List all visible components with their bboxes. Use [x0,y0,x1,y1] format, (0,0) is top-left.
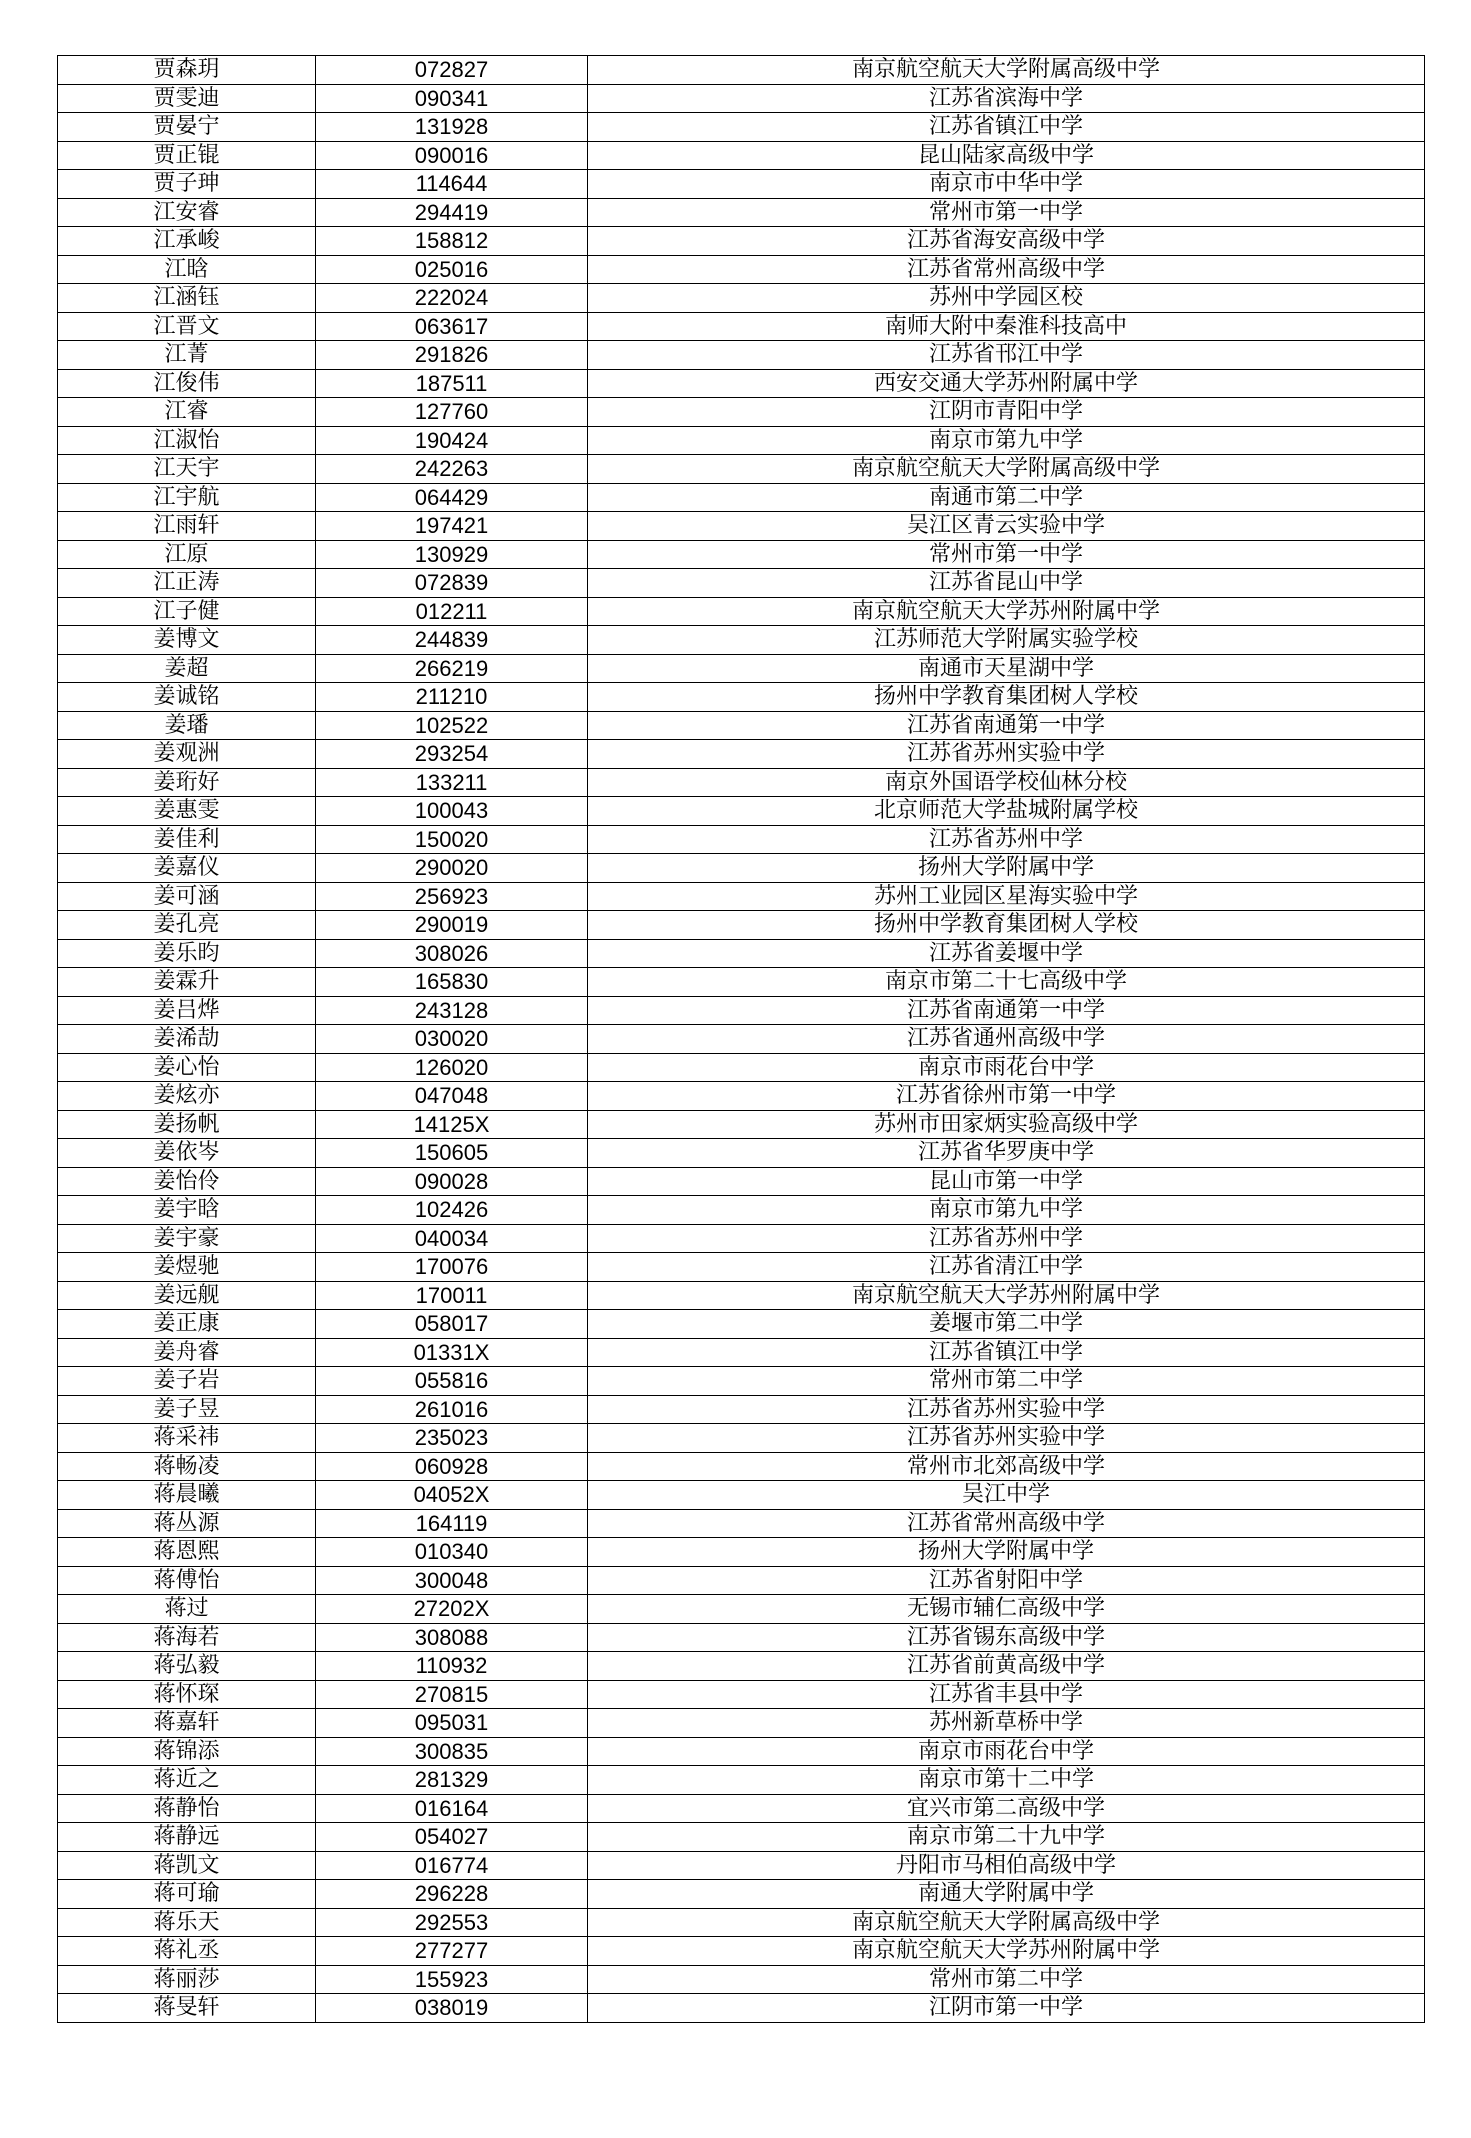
id-cell: 133211 [316,768,588,797]
school-cell: 扬州中学教育集团树人学校 [588,683,1425,712]
id-cell: 244839 [316,626,588,655]
table-row [58,1538,1425,1567]
school-cell: 苏州工业园区星海实验中学 [588,882,1425,911]
table-row [58,968,1425,997]
school-cell: 南京市雨花台中学 [588,1737,1425,1766]
table-row [58,1367,1425,1396]
id-cell: 170011 [316,1281,588,1310]
school-cell: 昆山市第一中学 [588,1167,1425,1196]
table-row [58,1253,1425,1282]
name-cell: 姜正康 [58,1310,316,1339]
table-row [58,1196,1425,1225]
table-row [58,483,1425,512]
id-cell: 126020 [316,1053,588,1082]
table-row [58,882,1425,911]
id-cell: 038019 [316,1994,588,2023]
name-cell: 姜璠 [58,711,316,740]
id-cell: 290020 [316,854,588,883]
table-row [58,711,1425,740]
id-cell: 016774 [316,1851,588,1880]
id-cell: 290019 [316,911,588,940]
school-cell: 苏州新草桥中学 [588,1709,1425,1738]
school-cell: 南通市第二中学 [588,483,1425,512]
school-cell: 姜堰市第二中学 [588,1310,1425,1339]
table-row [58,1709,1425,1738]
id-cell: 27202X [316,1595,588,1624]
name-cell: 贾森玥 [58,56,316,85]
table-row [58,1509,1425,1538]
table-row [58,1452,1425,1481]
id-cell: 243128 [316,996,588,1025]
id-cell: 102522 [316,711,588,740]
name-cell: 姜煜驰 [58,1253,316,1282]
name-cell: 姜珩好 [58,768,316,797]
name-cell: 姜宇豪 [58,1224,316,1253]
name-cell: 姜心怡 [58,1053,316,1082]
id-cell: 060928 [316,1452,588,1481]
name-cell: 江晗 [58,255,316,284]
school-cell: 江阴市青阳中学 [588,398,1425,427]
name-cell: 江承峻 [58,227,316,256]
name-cell: 江淑怡 [58,426,316,455]
school-cell: 江苏省海安高级中学 [588,227,1425,256]
id-cell: 211210 [316,683,588,712]
table-row [58,569,1425,598]
id-cell: 012211 [316,597,588,626]
id-cell: 300048 [316,1566,588,1595]
table-row [58,1652,1425,1681]
name-cell: 蒋近之 [58,1766,316,1795]
name-cell: 蒋嘉轩 [58,1709,316,1738]
table-row [58,1025,1425,1054]
name-cell: 蒋傅怡 [58,1566,316,1595]
name-cell: 江安睿 [58,198,316,227]
name-cell: 江天宇 [58,455,316,484]
table-row [58,227,1425,256]
table-row [58,654,1425,683]
name-cell: 蒋海若 [58,1623,316,1652]
school-cell: 南京市第九中学 [588,426,1425,455]
name-cell: 姜舟睿 [58,1338,316,1367]
id-cell: 100043 [316,797,588,826]
table-body [58,56,1425,2023]
name-cell: 江原 [58,540,316,569]
table-row [58,141,1425,170]
name-cell: 蒋礼丞 [58,1937,316,1966]
school-cell: 南京市第九中学 [588,1196,1425,1225]
table-row [58,1937,1425,1966]
name-cell: 蒋静怡 [58,1794,316,1823]
table-row [58,398,1425,427]
table-row [58,911,1425,940]
name-cell: 蒋晨曦 [58,1481,316,1510]
id-cell: 235023 [316,1424,588,1453]
table-row [58,1281,1425,1310]
name-cell: 蒋丽莎 [58,1965,316,1994]
table-row [58,1794,1425,1823]
id-cell: 090341 [316,84,588,113]
name-cell: 蒋静远 [58,1823,316,1852]
table-row [58,1965,1425,1994]
table-row [58,1139,1425,1168]
name-cell: 姜超 [58,654,316,683]
id-cell: 281329 [316,1766,588,1795]
school-cell: 江苏省徐州市第一中学 [588,1082,1425,1111]
school-cell: 江苏省苏州实验中学 [588,740,1425,769]
id-cell: 277277 [316,1937,588,1966]
school-cell: 江阴市第一中学 [588,1994,1425,2023]
id-cell: 054027 [316,1823,588,1852]
id-cell: 190424 [316,426,588,455]
table-row [58,1424,1425,1453]
name-cell: 蒋乐天 [58,1908,316,1937]
name-cell: 姜可涵 [58,882,316,911]
school-cell: 江苏省姜堰中学 [588,939,1425,968]
table-row [58,1680,1425,1709]
name-cell: 姜诚铭 [58,683,316,712]
name-cell: 蒋可瑜 [58,1880,316,1909]
id-cell: 293254 [316,740,588,769]
name-cell: 姜博文 [58,626,316,655]
id-cell: 150020 [316,825,588,854]
table-row [58,797,1425,826]
table-row [58,455,1425,484]
table-row [58,1224,1425,1253]
name-cell: 江雨轩 [58,512,316,541]
school-cell: 江苏省邗江中学 [588,341,1425,370]
table-row [58,369,1425,398]
table-row [58,825,1425,854]
id-cell: 025016 [316,255,588,284]
table-row [58,1167,1425,1196]
name-cell: 姜霖升 [58,968,316,997]
id-cell: 187511 [316,369,588,398]
id-cell: 131928 [316,113,588,142]
name-cell: 姜吕烨 [58,996,316,1025]
school-cell: 江苏省丰县中学 [588,1680,1425,1709]
table-row [58,1766,1425,1795]
id-cell: 155923 [316,1965,588,1994]
id-cell: 158812 [316,227,588,256]
table-row [58,1851,1425,1880]
id-cell: 14125X [316,1110,588,1139]
id-cell: 114644 [316,170,588,199]
id-cell: 030020 [316,1025,588,1054]
school-cell: 昆山陆家高级中学 [588,141,1425,170]
table-row [58,1082,1425,1111]
table-row [58,768,1425,797]
school-cell: 南京市第二十九中学 [588,1823,1425,1852]
id-cell: 308026 [316,939,588,968]
school-cell: 江苏省苏州实验中学 [588,1395,1425,1424]
table-row [58,1395,1425,1424]
id-cell: 294419 [316,198,588,227]
school-cell: 江苏省昆山中学 [588,569,1425,598]
name-cell: 蒋恩熙 [58,1538,316,1567]
table-row [58,626,1425,655]
school-cell: 南京航空航天大学附属高级中学 [588,455,1425,484]
table-row [58,1310,1425,1339]
id-cell: 072827 [316,56,588,85]
id-cell: 308088 [316,1623,588,1652]
id-cell: 256923 [316,882,588,911]
id-cell: 197421 [316,512,588,541]
name-cell: 贾正锟 [58,141,316,170]
name-cell: 姜乐昀 [58,939,316,968]
id-cell: 270815 [316,1680,588,1709]
school-cell: 江苏省滨海中学 [588,84,1425,113]
name-cell: 江正涛 [58,569,316,598]
school-cell: 宜兴市第二高级中学 [588,1794,1425,1823]
name-cell: 蒋弘毅 [58,1652,316,1681]
name-cell: 姜嘉仪 [58,854,316,883]
name-cell: 姜孔亮 [58,911,316,940]
name-cell: 姜子昱 [58,1395,316,1424]
school-cell: 江苏省镇江中学 [588,1338,1425,1367]
school-cell: 江苏师范大学附属实验学校 [588,626,1425,655]
id-cell: 164119 [316,1509,588,1538]
id-cell: 242263 [316,455,588,484]
id-cell: 010340 [316,1538,588,1567]
table-row [58,170,1425,199]
name-cell: 蒋锦添 [58,1737,316,1766]
table-row [58,996,1425,1025]
school-cell: 江苏省射阳中学 [588,1566,1425,1595]
id-cell: 300835 [316,1737,588,1766]
table-row [58,1994,1425,2023]
id-cell: 055816 [316,1367,588,1396]
table-row [58,1737,1425,1766]
school-cell: 江苏省南通第一中学 [588,996,1425,1025]
id-cell: 127760 [316,398,588,427]
id-cell: 058017 [316,1310,588,1339]
name-cell: 蒋畅凌 [58,1452,316,1481]
school-cell: 丹阳市马相伯高级中学 [588,1851,1425,1880]
name-cell: 江宇航 [58,483,316,512]
table-row [58,740,1425,769]
id-cell: 266219 [316,654,588,683]
school-cell: 江苏省华罗庚中学 [588,1139,1425,1168]
table-row [58,56,1425,85]
school-cell: 江苏省常州高级中学 [588,255,1425,284]
name-cell: 姜惠雯 [58,797,316,826]
school-cell: 江苏省南通第一中学 [588,711,1425,740]
school-cell: 无锡市辅仁高级中学 [588,1595,1425,1624]
table-row [58,255,1425,284]
school-cell: 常州市第一中学 [588,540,1425,569]
name-cell: 蒋丛源 [58,1509,316,1538]
table-row [58,1823,1425,1852]
school-cell: 南京航空航天大学苏州附属中学 [588,597,1425,626]
table-row [58,1623,1425,1652]
table-row [58,84,1425,113]
id-cell: 090028 [316,1167,588,1196]
school-cell: 吴江区青云实验中学 [588,512,1425,541]
name-cell: 蒋凯文 [58,1851,316,1880]
name-cell: 姜浠劼 [58,1025,316,1054]
name-cell: 江菁 [58,341,316,370]
name-cell: 江俊伟 [58,369,316,398]
school-cell: 扬州大学附属中学 [588,1538,1425,1567]
school-cell: 南京航空航天大学附属高级中学 [588,1908,1425,1937]
id-cell: 040034 [316,1224,588,1253]
id-cell: 291826 [316,341,588,370]
id-cell: 150605 [316,1139,588,1168]
table-row [58,683,1425,712]
school-cell: 常州市第二中学 [588,1367,1425,1396]
id-cell: 261016 [316,1395,588,1424]
school-cell: 南京航空航天大学苏州附属中学 [588,1281,1425,1310]
table-row [58,426,1425,455]
table-row [58,939,1425,968]
school-cell: 江苏省常州高级中学 [588,1509,1425,1538]
table-row [58,854,1425,883]
id-cell: 102426 [316,1196,588,1225]
table-row [58,1880,1425,1909]
id-cell: 296228 [316,1880,588,1909]
name-cell: 贾子珅 [58,170,316,199]
table-row [58,341,1425,370]
school-cell: 扬州中学教育集团树人学校 [588,911,1425,940]
school-cell: 南京外国语学校仙林分校 [588,768,1425,797]
school-cell: 南通市天星湖中学 [588,654,1425,683]
name-cell: 姜炫亦 [58,1082,316,1111]
school-cell: 扬州大学附属中学 [588,854,1425,883]
id-cell: 222024 [316,284,588,313]
school-cell: 苏州市田家炳实验高级中学 [588,1110,1425,1139]
name-cell: 姜宇晗 [58,1196,316,1225]
name-cell: 江子健 [58,597,316,626]
table-row [58,1053,1425,1082]
school-cell: 南京市雨花台中学 [588,1053,1425,1082]
name-cell: 姜佳利 [58,825,316,854]
school-cell: 江苏省苏州中学 [588,1224,1425,1253]
school-cell: 南京航空航天大学苏州附属中学 [588,1937,1425,1966]
id-cell: 165830 [316,968,588,997]
id-cell: 090016 [316,141,588,170]
school-cell: 江苏省通州高级中学 [588,1025,1425,1054]
school-cell: 南通大学附属中学 [588,1880,1425,1909]
school-cell: 江苏省镇江中学 [588,113,1425,142]
id-cell: 130929 [316,540,588,569]
id-cell: 292553 [316,1908,588,1937]
name-cell: 蒋怀琛 [58,1680,316,1709]
name-cell: 姜远舰 [58,1281,316,1310]
school-cell: 南师大附中秦淮科技高中 [588,312,1425,341]
table-row [58,512,1425,541]
id-cell: 110932 [316,1652,588,1681]
table-row [58,312,1425,341]
school-cell: 江苏省锡东高级中学 [588,1623,1425,1652]
school-cell: 江苏省清江中学 [588,1253,1425,1282]
id-cell: 170076 [316,1253,588,1282]
school-cell: 南京航空航天大学附属高级中学 [588,56,1425,85]
name-cell: 蒋旻轩 [58,1994,316,2023]
student-table [57,55,1425,2023]
id-cell: 072839 [316,569,588,598]
name-cell: 姜扬帆 [58,1110,316,1139]
table-row [58,1908,1425,1937]
school-cell: 常州市第二中学 [588,1965,1425,1994]
table-row [58,1566,1425,1595]
name-cell: 蒋采祎 [58,1424,316,1453]
table-row [58,1481,1425,1510]
school-cell: 南京市第二十七高级中学 [588,968,1425,997]
id-cell: 095031 [316,1709,588,1738]
school-cell: 江苏省前黄高级中学 [588,1652,1425,1681]
school-cell: 江苏省苏州实验中学 [588,1424,1425,1453]
school-cell: 南京市第十二中学 [588,1766,1425,1795]
name-cell: 姜子岩 [58,1367,316,1396]
school-cell: 吴江中学 [588,1481,1425,1510]
name-cell: 贾晏宁 [58,113,316,142]
school-cell: 西安交通大学苏州附属中学 [588,369,1425,398]
id-cell: 047048 [316,1082,588,1111]
table-row [58,1110,1425,1139]
table-row [58,597,1425,626]
school-cell: 苏州中学园区校 [588,284,1425,313]
name-cell: 姜依岑 [58,1139,316,1168]
school-cell: 常州市北郊高级中学 [588,1452,1425,1481]
id-cell: 04052X [316,1481,588,1510]
name-cell: 江睿 [58,398,316,427]
table-row [58,284,1425,313]
table-row [58,1595,1425,1624]
name-cell: 姜观洲 [58,740,316,769]
table-row [58,540,1425,569]
id-cell: 063617 [316,312,588,341]
name-cell: 贾雯迪 [58,84,316,113]
school-cell: 南京市中华中学 [588,170,1425,199]
table-row [58,198,1425,227]
name-cell: 江涵钰 [58,284,316,313]
id-cell: 01331X [316,1338,588,1367]
school-cell: 北京师范大学盐城附属学校 [588,797,1425,826]
id-cell: 016164 [316,1794,588,1823]
school-cell: 常州市第一中学 [588,198,1425,227]
name-cell: 江晋文 [58,312,316,341]
name-cell: 蒋过 [58,1595,316,1624]
id-cell: 064429 [316,483,588,512]
name-cell: 姜怡伶 [58,1167,316,1196]
school-cell: 江苏省苏州中学 [588,825,1425,854]
table-row [58,1338,1425,1367]
table-row [58,113,1425,142]
